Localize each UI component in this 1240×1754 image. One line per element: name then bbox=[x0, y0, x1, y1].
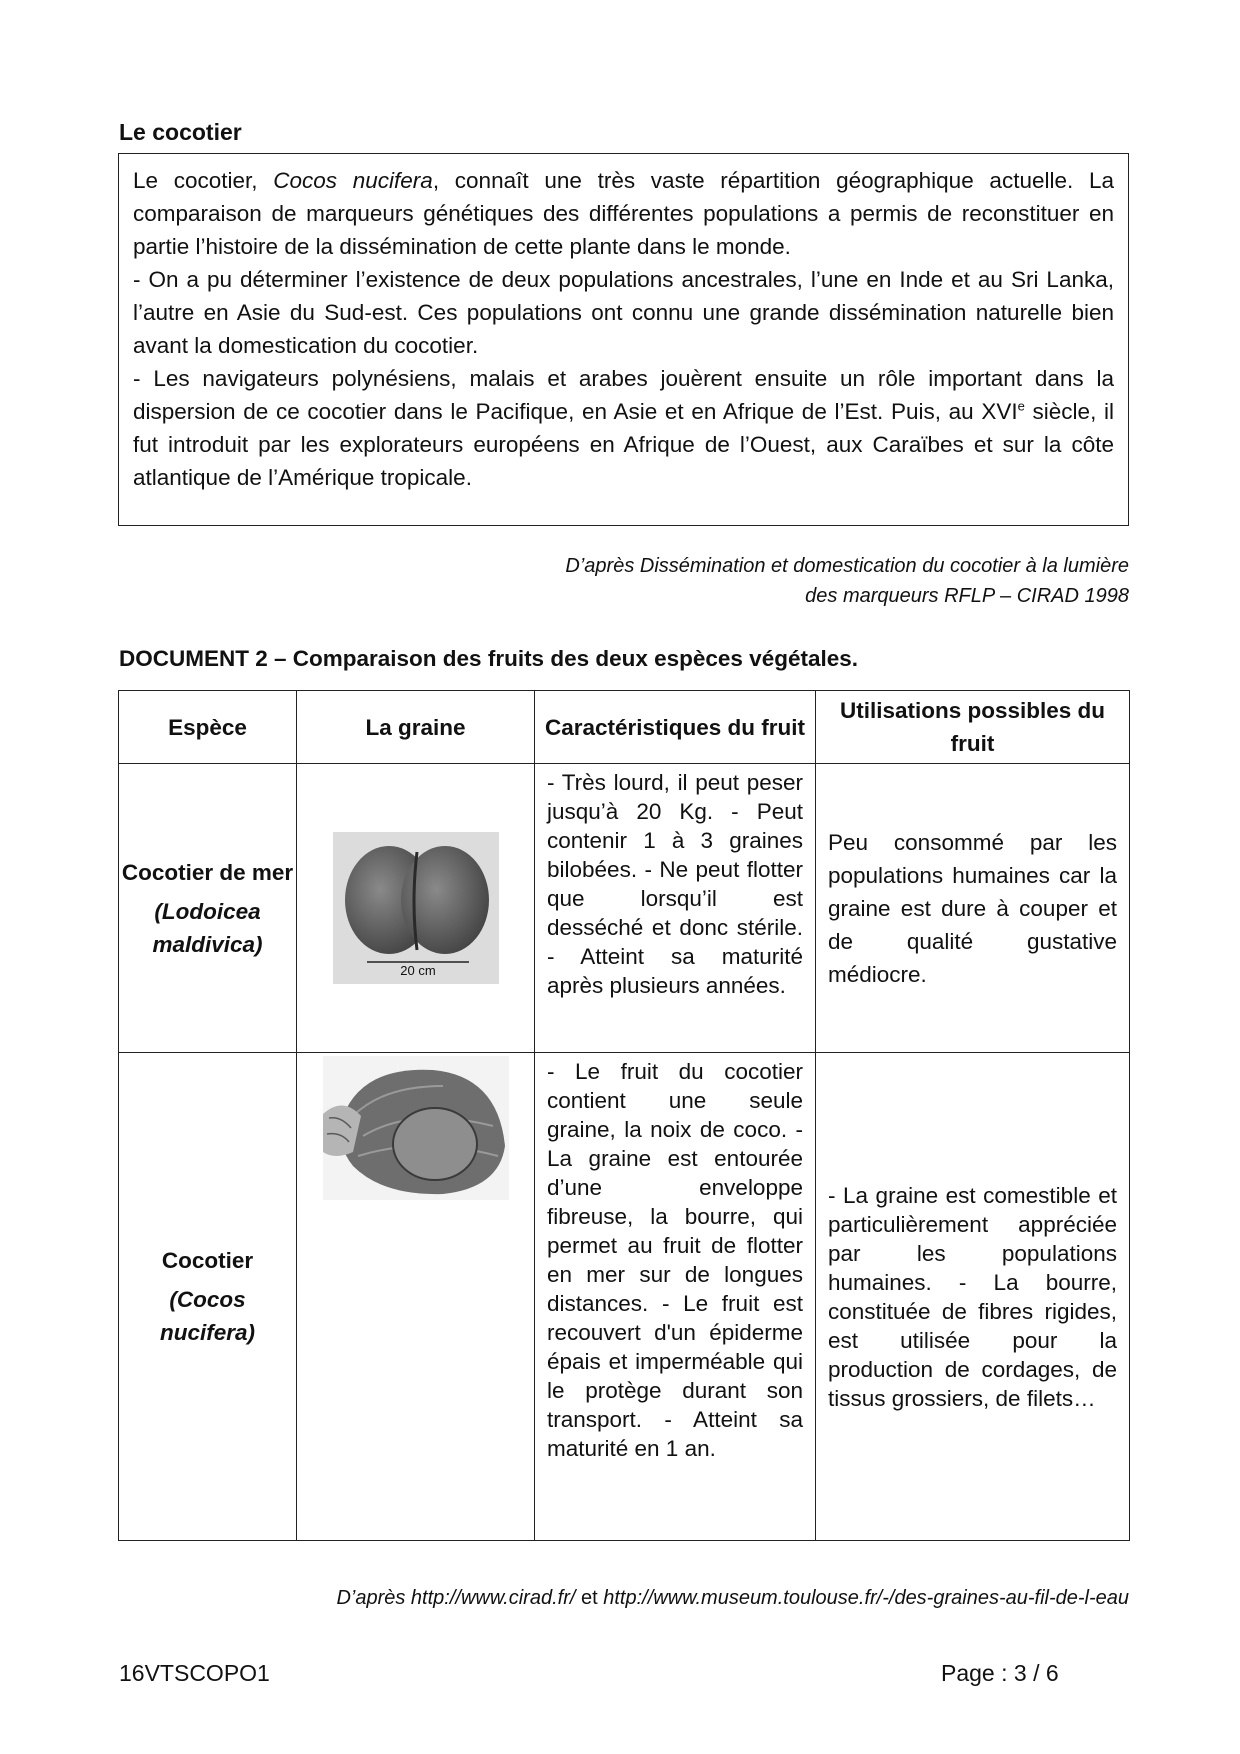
intro-paragraph-2: - On a pu déterminer l’existence de deux populations ancestrales, l’une en Inde et au Sri Lanka, l’autre en Asie du Sud-est. Ces populations ont connu une grande dissémination naturelle bien avant la domestication du cocotier. bbox=[133, 267, 1114, 358]
characteristics-cell: - Très lourd, il peut peser jusqu’à 20 Kg. - Peut contenir 1 à 3 graines bilobées. - Ne peut flotter que lorsqu’il est desséché et donc stérile. - Atteint sa maturité après plusieurs années. bbox=[535, 764, 816, 1053]
coconut-in-hand-image bbox=[323, 1056, 509, 1200]
intro-paragraph-3 bbox=[133, 362, 1114, 494]
header-uses: Utilisations possibles du fruit bbox=[816, 691, 1130, 764]
p1-species-name: Cocos nucifera bbox=[273, 168, 433, 193]
coco-de-mer-seed-image bbox=[333, 832, 499, 984]
species-latin-name: (Lodoicea maldivica) bbox=[152, 898, 263, 957]
characteristics-cell: - Le fruit du cocotier contient une seule graine, la noix de coco. - La graine est entourée d’une enveloppe fibreuse, la bourre, qui permet au fruit de flotter en mer sur de longues distances. - Le fruit est recouvert d'un épiderme épais et imperméable qui le protège durant son transport. - Atteint sa maturité en 1 an. bbox=[535, 1053, 816, 1541]
p3-pre: - Les navigateurs polynésiens, malais et arabes jouèrent ensuite un rôle important dans la dispersion de ce cocotier dans le Pacifique, en Asie et en Afrique de l’Est. Puis, au XVI bbox=[133, 366, 1114, 424]
p1-pre: Le cocotier, bbox=[133, 168, 274, 193]
p1-post: , connaît une très vaste répartition géographique actuelle. La comparaison de marqueurs génétiques des différentes populations a permis de reconstituer en partie l’histoire de la dissémination de cette plante dans le monde. bbox=[133, 168, 1114, 259]
table-header-row bbox=[119, 691, 1130, 764]
header-species: Espèce bbox=[119, 691, 297, 764]
species-name: Cocotier de mer bbox=[121, 859, 294, 885]
intro-paragraph-1 bbox=[133, 164, 1114, 263]
source2-url-2: http://www.museum.toulouse.fr/-/des-graines-au-fil-de-l-eau bbox=[603, 1587, 1129, 1609]
source2-connector: et bbox=[575, 1587, 604, 1609]
footer-document-code: 16VTSCOPO1 bbox=[119, 1660, 270, 1686]
source2-url-1: D’après http://www.cirad.fr/ bbox=[336, 1587, 576, 1609]
table-row bbox=[119, 1053, 1130, 1541]
p3-post: siècle, il fut introduit par les explorateurs européens en Afrique de l’Ouest, aux Caraïbes et sur la côte atlantique de l’Amérique tropicale. bbox=[133, 399, 1114, 490]
document-2-title: DOCUMENT 2 – Comparaison des fruits des deux espèces végétales. bbox=[119, 646, 859, 671]
seed-image-cell bbox=[297, 764, 535, 1053]
source-citation-2 bbox=[336, 1587, 1129, 1610]
header-characteristics: Caractéristiques du fruit bbox=[535, 691, 816, 764]
source1-line2: des marqueurs RFLP – CIRAD 1998 bbox=[805, 585, 1129, 607]
comparison-table bbox=[118, 690, 1130, 1541]
species-latin-name: (Cocos nucifera) bbox=[159, 1287, 256, 1345]
section-title: Le cocotier bbox=[119, 119, 242, 145]
source1-line1: D’après Dissémination et domestication du cocotier à la lumière bbox=[565, 555, 1129, 577]
intro-text-box bbox=[118, 153, 1129, 526]
footer-page-number: Page : 3 / 6 bbox=[941, 1660, 1059, 1686]
seed-image-cell bbox=[297, 1053, 535, 1541]
species-cell bbox=[119, 1053, 297, 1541]
p3-superscript: e bbox=[1017, 398, 1025, 414]
scale-label: 20 cm bbox=[399, 963, 436, 978]
species-name: Cocotier bbox=[161, 1248, 254, 1273]
uses-cell: Peu consommé par les populations humaines car la graine est dure à couper et de qualité gustative médiocre. bbox=[816, 764, 1130, 1053]
source-citation-1 bbox=[565, 551, 1129, 611]
species-cell bbox=[119, 764, 297, 1053]
header-seed: La graine bbox=[297, 691, 535, 764]
uses-cell: - La graine est comestible et particulièrement appréciée par les populations humaines. - La bourre, constituée de fibres rigides, est utilisée pour la production de cordages, de tissus grossiers, de filets… bbox=[816, 1053, 1130, 1541]
table-row bbox=[119, 764, 1130, 1053]
